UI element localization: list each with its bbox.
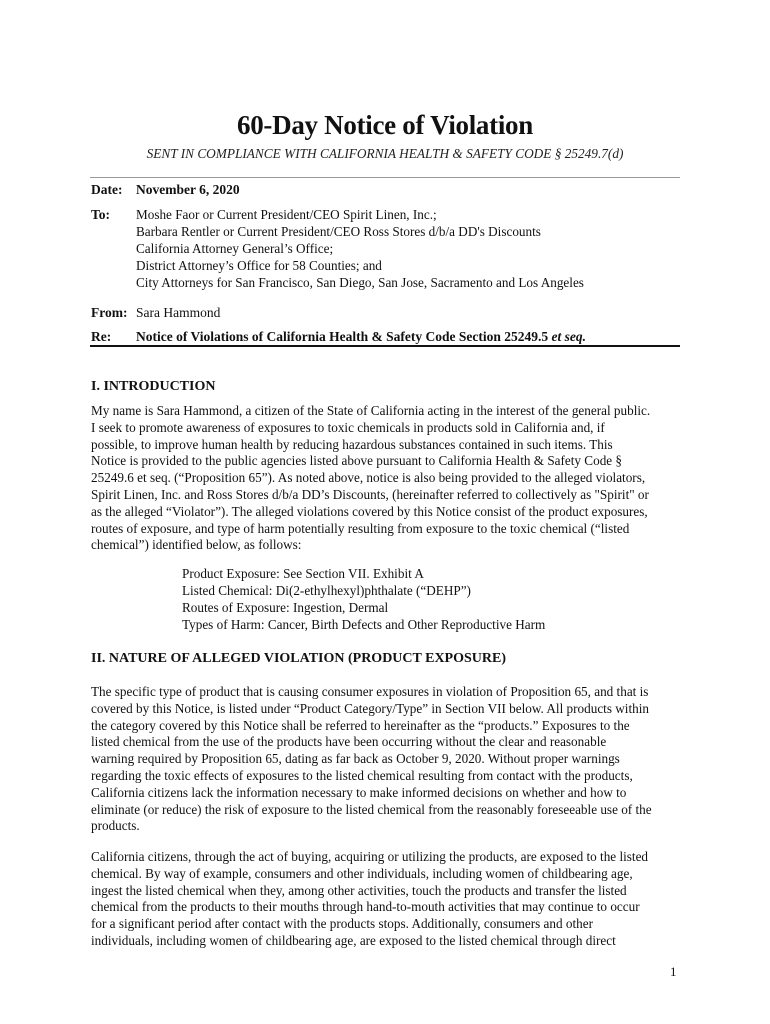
exposure-summary-item: Types of Harm: Cancer, Birth Defects and Other Reproductive Harm [182,617,546,632]
page-title: 60-Day Notice of Violation [237,110,533,140]
paragraph-line: The specific type of product that is causing consumer exposures in violation of Proposition 65, and that is [91,684,649,699]
violation-paragraph-2 [91,849,683,950]
paragraph-line: chemical”) identified below, as follows: [91,537,302,553]
paragraph-line: listed chemical from the use of the products have been occurring without the clear and reasonable [91,734,607,750]
re-value [136,328,586,345]
paragraph-line: chemical. By way of example, consumers and other individuals, including women of childbearing age, [91,865,633,881]
paragraph-line: products. [91,818,140,834]
re-subject: Notice of Violations of California Health & Safety Code Section 25249.5 [136,329,549,344]
paragraph-line: California citizens, through the act of buying, acquiring or utilizing the products, are exposed to the listed [91,849,649,864]
paragraph-line: possible, to improve human health by reducing hazardous substances contained in such items. This [91,436,613,452]
paragraph-line: Spirit Linen, Inc. and Ross Stores d/b/a DD’s Discounts, (hereinafter referred to collectively as "Spirit" or [91,486,649,502]
paragraph-line: ingest the listed chemical when they, among other activities, touch the products and transfer the listed [91,882,627,898]
re-divider [90,345,680,347]
paragraph-line: 25249.6 et seq. (“Proposition 65”). As noted above, notice is also being provided to the alleged violators, [91,470,646,486]
recipient-line: California Attorney General’s Office; [136,241,334,256]
paragraph-line: regarding the toxic effects of exposures to the listed chemical resulting from contact with the products, [91,767,633,783]
intro-paragraph [91,403,683,554]
from-value: Sara Hammond [136,305,221,320]
page-subtitle: SENT IN COMPLIANCE WITH CALIFORNIA HEALTH & SAFETY CODE § 25249.7(d) [146,146,624,161]
page-number: 1 [670,964,677,979]
exposure-summary-item: Routes of Exposure: Ingestion, Dermal [182,600,389,615]
paragraph-line: the category covered by this Notice shall be referred to hereinafter as the “products.” Exposures to the [91,717,630,733]
date-label: Date: [91,182,123,197]
section-heading-introduction: I. INTRODUCTION [91,379,216,394]
header-divider [90,177,680,178]
recipient-list [136,206,584,291]
paragraph-line: Notice is provided to the public agencies listed above pursuant to California Health & Safety Code § [91,453,623,469]
violation-paragraph-1 [91,684,683,835]
recipient-line: Barbara Rentler or Current President/CEO Ross Stores d/b/a DD's Discounts [136,224,541,239]
recipient-line: City Attorneys for San Francisco, San Diego, San Jose, Sacramento and Los Angeles [136,275,584,290]
exposure-summary-item: Listed Chemical: Di(2-ethylhexyl)phthalate (“DEHP”) [182,583,471,598]
to-label: To: [91,207,111,222]
exposure-summary-list [182,565,545,633]
paragraph-line: California citizens lack the information necessary to make informed decisions on whether and how to [91,784,627,800]
paragraph-line: I seek to promote awareness of exposures to toxic chemicals in products sold in California and, if [91,419,605,435]
date-value: November 6, 2020 [136,182,240,197]
paragraph-line: individuals, including women of childbearing age, are exposed to the listed chemical through direct [91,932,616,948]
recipient-line: Moshe Faor or Current President/CEO Spirit Linen, Inc.; [136,207,437,222]
paragraph-line: eliminate (or reduce) the risk of exposure to the listed chemical from the reasonably foreseeable use of the [91,801,652,817]
paragraph-line: routes of exposure, and type of harm potentially resulting from exposure to the toxic chemical (“listed [91,520,630,536]
exposure-summary-item: Product Exposure: See Section VII. Exhibit A [182,566,424,581]
paragraph-line: My name is Sara Hammond, a citizen of the State of California acting in the interest of the general public. [91,403,651,418]
re-label: Re: [91,329,112,344]
section-heading-nature-of-violation: II. NATURE OF ALLEGED VIOLATION (PRODUCT EXPOSURE) [91,651,507,666]
paragraph-line: covered by this Notice, is listed under “Product Category/Type” in Section VII below. All products within [91,700,649,716]
paragraph-line: chemical from the products to their mouths through hand-to-mouth activities that may continue to occur [91,899,640,915]
paragraph-line: warning required by Proposition 65, dating as far back as October 9, 2020. Without proper warnings [91,751,620,767]
paragraph-line: for a significant period after contact with the products stops. Additionally, consumers and other [91,916,593,932]
re-subject-italic: et seq. [551,329,586,344]
from-label: From: [91,305,128,320]
paragraph-line: as the alleged “Violator”). The alleged violations covered by this Notice consist of the product exposures, [91,503,648,519]
recipient-line: District Attorney’s Office for 58 Counties; and [136,258,382,273]
